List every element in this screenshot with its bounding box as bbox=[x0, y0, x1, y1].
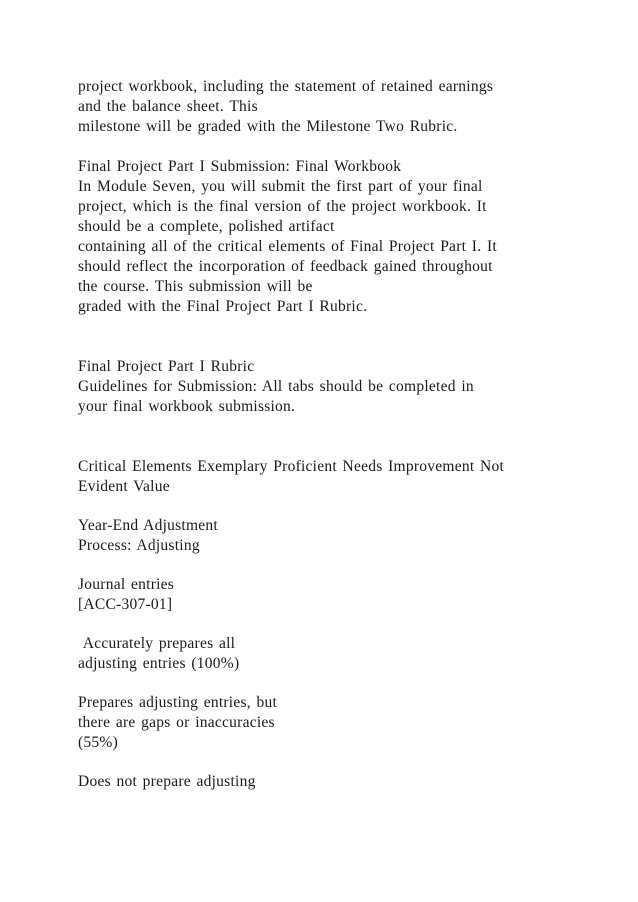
proficient-line: (55%) bbox=[78, 734, 118, 751]
submission-line: project, which is the final version of the project workbook. It bbox=[78, 198, 487, 215]
criterion-sub-line: Journal entries bbox=[78, 576, 175, 593]
rubric-line: your final workbook submission. bbox=[78, 398, 296, 415]
exemplary-cell bbox=[78, 634, 618, 674]
submission-line: should be a complete, polished artifact bbox=[78, 218, 335, 235]
submission-line: graded with the Final Project Part I Rubric. bbox=[78, 298, 368, 315]
intro-paragraph bbox=[78, 77, 618, 137]
needs-improvement-line: Does not prepare adjusting bbox=[78, 773, 256, 790]
criterion-sub-line: [ACC-307-01] bbox=[78, 596, 173, 613]
submission-heading: Final Project Part I Submission: Final Workbook bbox=[78, 158, 402, 175]
rubric-line: Guidelines for Submission: All tabs should be completed in bbox=[78, 378, 474, 395]
table-header-paragraph bbox=[78, 457, 618, 497]
rubric-heading: Final Project Part I Rubric bbox=[78, 358, 255, 375]
criterion-title-line: Process: Adjusting bbox=[78, 537, 200, 554]
submission-paragraph bbox=[78, 157, 618, 317]
exemplary-line: Accurately prepares all bbox=[78, 635, 236, 652]
criterion-title bbox=[78, 516, 618, 556]
intro-line: project workbook, including the statement of retained earnings bbox=[78, 78, 494, 95]
document-body bbox=[78, 77, 618, 792]
proficient-line: there are gaps or inaccuracies bbox=[78, 714, 275, 731]
criterion-title-line: Year-End Adjustment bbox=[78, 517, 218, 534]
needs-improvement-cell bbox=[78, 772, 618, 792]
rubric-paragraph bbox=[78, 357, 618, 417]
submission-line: In Module Seven, you will submit the first part of your final bbox=[78, 178, 483, 195]
table-header-line: Critical Elements Exemplary Proficient Needs Improvement Not bbox=[78, 458, 505, 475]
submission-line: should reflect the incorporation of feedback gained throughout bbox=[78, 258, 493, 275]
submission-line: containing all of the critical elements of Final Project Part I. It bbox=[78, 238, 497, 255]
exemplary-line: adjusting entries (100%) bbox=[78, 655, 240, 672]
proficient-cell bbox=[78, 693, 618, 753]
intro-line: and the balance sheet. This bbox=[78, 98, 258, 115]
intro-line: milestone will be graded with the Milestone Two Rubric. bbox=[78, 118, 458, 135]
table-header-line: Evident Value bbox=[78, 478, 170, 495]
criterion-subtitle bbox=[78, 575, 618, 615]
proficient-line: Prepares adjusting entries, but bbox=[78, 694, 278, 711]
submission-line: the course. This submission will be bbox=[78, 278, 313, 295]
